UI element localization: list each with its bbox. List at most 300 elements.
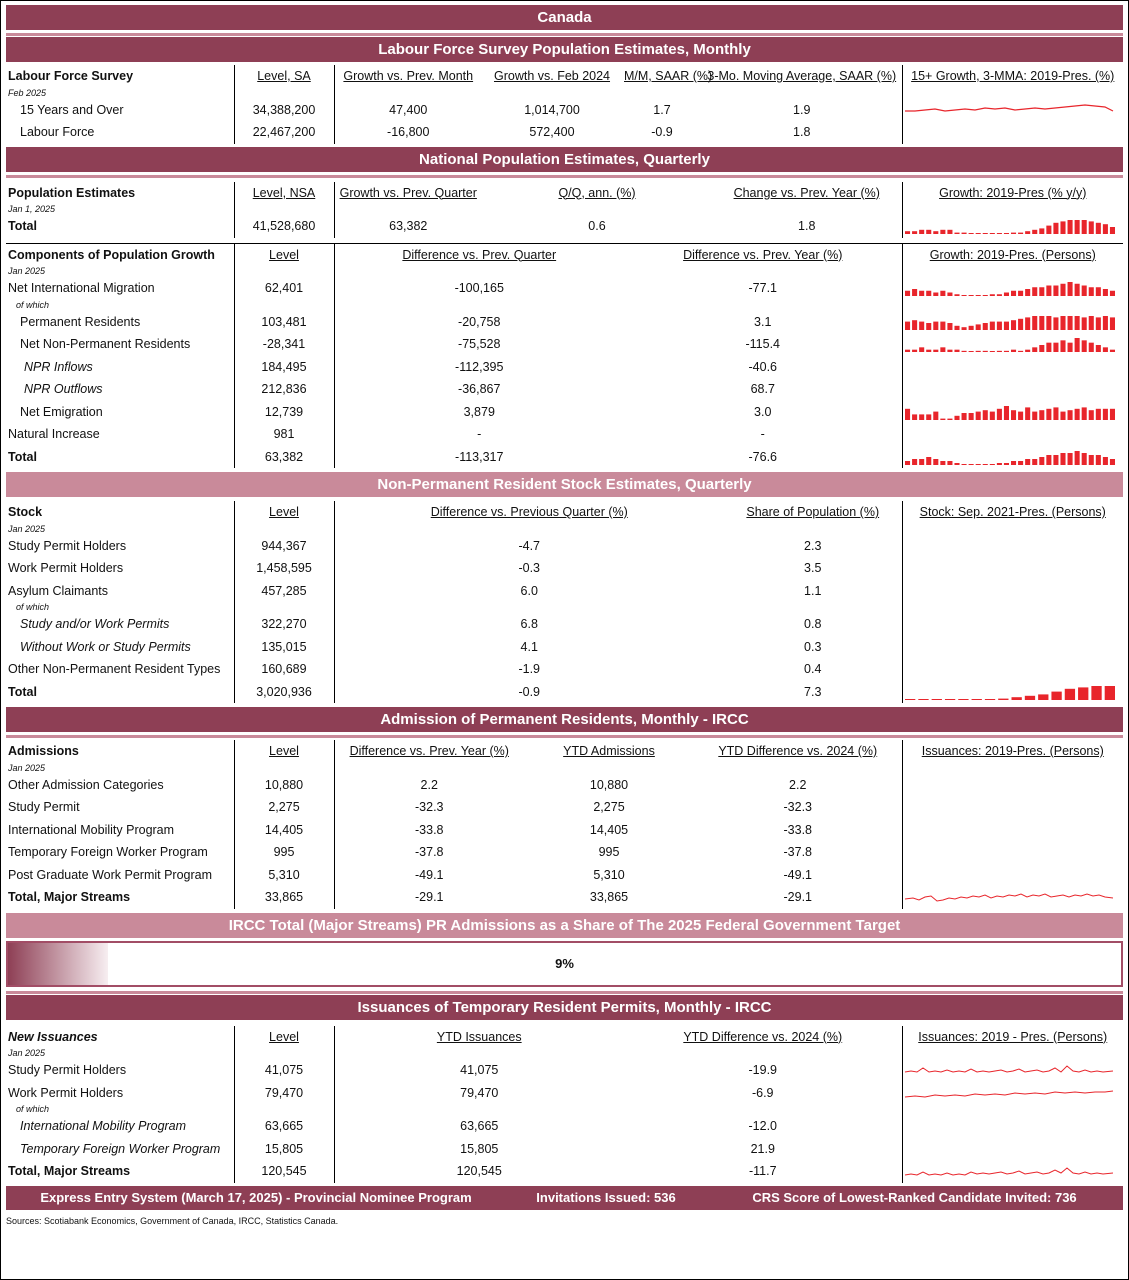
trp-total-sparkline-line — [905, 1168, 1113, 1175]
comp-level: 212,836 — [234, 378, 334, 401]
pr-level: 5,310 — [234, 864, 334, 887]
spark-bar — [944, 699, 954, 700]
table-row — [6, 658, 1123, 681]
spark-bar — [918, 699, 928, 700]
npr-label: Study and/or Work Permits — [6, 613, 234, 636]
npe-header-growth: Growth vs. Prev. Quarter — [339, 185, 477, 200]
npe-total-qq: 0.6 — [588, 219, 606, 233]
table-row — [6, 819, 1123, 842]
npe-section — [6, 147, 1123, 469]
trp-label: Work Permit Holders — [6, 1082, 234, 1105]
spark-bar — [1109, 317, 1114, 330]
spark-bar — [1039, 229, 1044, 235]
comp-level: 12,739 — [234, 401, 334, 424]
spark-bar — [1095, 409, 1100, 420]
lfs-header-chart: 15+ Growth, 3-MMA: 2019-Pres. (%) — [911, 69, 1115, 83]
comp-diff-q: -100,165 — [454, 281, 504, 295]
page-title: Canada — [6, 5, 1123, 30]
spark-bar — [1088, 455, 1093, 465]
npr-share: 0.3 — [724, 636, 902, 659]
trp-work-sparkline-line — [905, 1091, 1113, 1097]
pr-ytd: 2,275 — [593, 800, 625, 814]
spark-bar — [1088, 410, 1093, 420]
spark-bar — [1074, 338, 1079, 352]
trp-title: Issuances of Temporary Resident Permits, Monthly - IRCC — [6, 995, 1123, 1020]
table-row — [6, 535, 1123, 558]
spark-bar — [947, 323, 952, 330]
spark-bar — [1046, 409, 1051, 420]
nnpr-sparkbars — [905, 336, 1115, 352]
spark-bar — [1053, 407, 1058, 420]
spark-bar — [989, 351, 994, 352]
npr-title: Non-Permanent Resident Stock Estimates, Quarterly — [6, 472, 1123, 497]
spark-bar — [1081, 220, 1086, 234]
npr-stock-sparkbars — [905, 684, 1115, 700]
trp-level: 120,545 — [234, 1160, 334, 1183]
pr-level: 33,865 — [234, 886, 334, 909]
spark-bar — [1025, 459, 1030, 465]
trp-study-sparkline — [905, 1062, 1115, 1078]
table-row — [6, 401, 1123, 424]
table-row — [6, 277, 1123, 300]
spark-bar — [1003, 293, 1008, 297]
spark-bar — [1046, 455, 1051, 465]
pr-label: Temporary Foreign Worker Program — [6, 841, 234, 864]
spark-bar — [1053, 317, 1058, 330]
pr-sparkbars — [905, 314, 1115, 330]
spark-bar — [905, 409, 910, 420]
components-table — [6, 244, 1123, 469]
comp-label: Net International Migration — [6, 277, 234, 300]
pr-ytd-diff: -29.1 — [694, 886, 902, 909]
spark-bar — [1074, 220, 1079, 234]
spark-bar — [961, 351, 966, 352]
sources-note: Sources: Scotiabank Economics, Government of Canada, IRCC, Statistics Canada. — [6, 1215, 339, 1226]
spark-bar — [1102, 409, 1107, 420]
pr-ytd-diff: -49.1 — [694, 864, 902, 887]
spark-bar — [1074, 451, 1079, 465]
pr-diff: 2.2 — [420, 777, 438, 792]
lfs-row-mma: 1.8 — [702, 121, 902, 144]
spark-bar — [975, 351, 980, 352]
spark-bar — [1109, 459, 1114, 465]
spark-bar — [998, 698, 1008, 699]
spark-bar — [933, 411, 938, 419]
lfs-section — [6, 33, 1123, 144]
spark-bar — [926, 291, 931, 296]
pr-header-diff: Difference vs. Prev. Year (%) — [349, 744, 509, 758]
npr-diff: -1.9 — [518, 662, 541, 676]
spark-bar — [968, 413, 973, 420]
table-row — [6, 796, 1123, 819]
trp-label: International Mobility Program — [6, 1115, 234, 1138]
trp-label: Study Permit Holders — [6, 1059, 234, 1082]
lfs-sparkline-line — [905, 105, 1113, 111]
spark-bar — [919, 459, 924, 465]
spark-bar — [982, 464, 987, 465]
npr-level: 1,458,595 — [234, 557, 334, 580]
npr-diff: -4.7 — [518, 538, 541, 553]
trp-header-label: New Issuances — [6, 1026, 234, 1049]
spark-bar — [1102, 289, 1107, 296]
spark-bar — [989, 464, 994, 465]
npe-table — [6, 182, 1123, 238]
spark-bar — [1032, 230, 1037, 234]
npe-total-level: 41,528,680 — [234, 215, 334, 238]
target-progress-value: 9% — [555, 955, 574, 971]
pr-level: 10,880 — [234, 774, 334, 797]
lfs-header-growth-month: Growth vs. Prev. Month — [343, 69, 474, 83]
pr-ytd: 10,880 — [589, 777, 629, 792]
table-row — [6, 774, 1123, 797]
npe-total-sparkbars — [905, 218, 1115, 234]
nim-sparkbars — [905, 280, 1115, 296]
spark-bar — [933, 321, 938, 329]
spark-bar — [1060, 411, 1065, 419]
table-row — [6, 311, 1123, 334]
trp-label: Temporary Foreign Worker Program — [6, 1138, 234, 1161]
npr-share: 0.8 — [724, 613, 902, 636]
spark-bar — [989, 295, 994, 297]
comp-header-chart: Growth: 2019-Pres. (Persons) — [929, 247, 1096, 262]
trp-study-sparkline-line — [905, 1066, 1113, 1072]
npr-share: 7.3 — [724, 681, 902, 704]
npr-share: 1.1 — [724, 580, 902, 603]
comp-diff-q: -36,867 — [458, 382, 501, 396]
pr-ytd: 14,405 — [589, 822, 629, 837]
spark-bar — [961, 295, 966, 296]
spark-bar — [905, 350, 910, 352]
spark-bar — [1053, 286, 1058, 297]
spark-bar — [926, 230, 931, 234]
table-row — [6, 886, 1123, 909]
spark-bar — [954, 416, 959, 420]
spark-bar — [1011, 291, 1016, 296]
spark-bar — [954, 295, 959, 297]
target-progress-bar — [6, 941, 1123, 987]
spark-bar — [1032, 316, 1037, 330]
table-row — [6, 423, 1123, 446]
pr-diff: -32.3 — [415, 800, 444, 814]
spark-bar — [926, 323, 931, 330]
pr-ytd-diff: 2.2 — [694, 774, 902, 797]
lfs-row-mm: -0.9 — [651, 125, 673, 139]
spark-bar — [919, 291, 924, 296]
spark-bar — [1018, 351, 1023, 352]
comp-diff-q: - — [477, 427, 482, 441]
spark-bar — [1025, 231, 1030, 234]
npr-level: 322,270 — [234, 613, 334, 636]
lfs-header-mm: M/M, SAAR (%) — [624, 69, 713, 83]
comp-diff-q: -75,528 — [458, 337, 501, 351]
table-row — [6, 446, 1123, 469]
npr-header-chart: Stock: Sep. 2021-Pres. (Persons) — [919, 505, 1106, 519]
comp-level: 184,495 — [234, 356, 334, 379]
comp-diff-y: -76.6 — [624, 446, 902, 469]
pr-section — [6, 707, 1123, 909]
spark-bar — [1051, 691, 1061, 699]
comp-level: -28,341 — [234, 333, 334, 356]
spark-bar — [1038, 694, 1048, 700]
spark-bar — [982, 233, 987, 234]
spark-bar — [1039, 345, 1044, 352]
npr-level: 160,689 — [234, 658, 334, 681]
table-row — [6, 1115, 1123, 1138]
spark-bar — [1011, 410, 1016, 420]
npr-diff: 6.8 — [520, 617, 538, 631]
trp-header-chart: Issuances: 2019 - Pres. (Persons) — [918, 1029, 1108, 1044]
spark-bar — [1039, 316, 1044, 330]
lfs-table — [6, 65, 1123, 144]
pr-issuances-sparkline — [905, 889, 1115, 905]
spark-bar — [1067, 220, 1072, 234]
pr-level: 14,405 — [234, 819, 334, 842]
spark-bar — [1025, 289, 1030, 296]
trp-ytd-diff: -12.0 — [624, 1115, 902, 1138]
spark-bar — [1032, 288, 1037, 297]
comp-diff-q: -20,758 — [458, 314, 501, 329]
spark-bar — [905, 231, 910, 234]
npr-level: 3,020,936 — [234, 681, 334, 704]
spark-bar — [1032, 459, 1037, 465]
comp-header-diff-y: Difference vs. Prev. Year (%) — [624, 244, 902, 267]
spark-bar — [940, 348, 945, 353]
pr-diff: -33.8 — [415, 822, 444, 837]
spark-bar — [1104, 686, 1114, 700]
comp-diff-q: -113,317 — [455, 449, 504, 464]
table-row — [6, 864, 1123, 887]
lfs-row-growth-month: -16,800 — [387, 125, 430, 139]
spark-bar — [1053, 223, 1058, 234]
lfs-title: Labour Force Survey Population Estimates, Monthly — [6, 37, 1123, 62]
spark-bar — [1018, 233, 1023, 234]
spark-bar — [996, 409, 1001, 420]
comp-label: Natural Increase — [6, 423, 234, 446]
spark-bar — [1074, 316, 1079, 330]
trp-table — [6, 1026, 1123, 1183]
table-row — [6, 681, 1123, 704]
pr-header-label: Admissions — [6, 740, 234, 763]
spark-bar — [926, 414, 931, 420]
spark-bar — [1067, 453, 1072, 465]
spark-bar — [996, 295, 1001, 297]
comp-level: 63,382 — [234, 446, 334, 469]
npr-diff: -0.9 — [518, 684, 541, 699]
spark-bar — [933, 459, 938, 465]
spark-bar — [968, 233, 973, 234]
spark-bar — [1060, 316, 1065, 330]
spark-bar — [1081, 317, 1086, 330]
spark-bar — [1003, 406, 1008, 420]
spark-bar — [989, 411, 994, 419]
spark-bar — [931, 699, 941, 700]
spark-bar — [1088, 343, 1093, 352]
spark-bar — [996, 321, 1001, 329]
trp-ytd-diff: 21.9 — [624, 1138, 902, 1161]
pr-ytd: 5,310 — [593, 867, 625, 882]
spark-bar — [905, 461, 910, 465]
pr-label: Study Permit — [6, 796, 234, 819]
spark-bar — [940, 321, 945, 329]
npr-diff: 4.1 — [520, 639, 538, 654]
npr-label: Study Permit Holders — [6, 535, 234, 558]
spark-bar — [912, 320, 917, 330]
spark-bar — [1024, 696, 1034, 700]
spark-bar — [1102, 224, 1107, 234]
lfs-row-growth-year: 572,400 — [529, 125, 575, 139]
spark-bar — [1067, 343, 1072, 352]
spark-bar — [961, 327, 966, 330]
spark-bar — [1053, 455, 1058, 465]
comp-level: 62,401 — [234, 277, 334, 300]
express-entry-bar — [6, 1186, 1123, 1210]
spark-bar — [919, 414, 924, 420]
trp-header-ytd: YTD Issuances — [436, 1029, 522, 1044]
spark-bar — [982, 295, 987, 296]
npr-level: 944,367 — [234, 535, 334, 558]
spark-bar — [947, 350, 952, 352]
spark-bar — [989, 321, 994, 329]
spark-bar — [933, 350, 938, 352]
npr-header-share: Share of Population (%) — [724, 501, 902, 524]
pr-diff: -29.1 — [415, 890, 444, 904]
spark-bar — [968, 295, 973, 296]
trp-ytd: 120,545 — [456, 1164, 502, 1178]
pr-diff: -37.8 — [415, 845, 444, 859]
pr-ytd-diff: -37.8 — [694, 841, 902, 864]
comp-label: NPR Inflows — [6, 356, 234, 379]
table-row — [6, 1160, 1123, 1183]
lfs-header-label: Labour Force Survey — [6, 65, 234, 88]
invitations-issued: Invitations Issued: 536 — [536, 1189, 676, 1205]
trp-ytd-diff: -6.9 — [624, 1082, 902, 1105]
spark-bar — [940, 418, 945, 419]
npr-share: 0.4 — [724, 658, 902, 681]
spark-bar — [1081, 453, 1086, 465]
spark-bar — [1018, 461, 1023, 465]
spark-bar — [1060, 453, 1065, 465]
spark-bar — [1102, 457, 1107, 465]
spark-bar — [1060, 222, 1065, 235]
spark-bar — [905, 321, 910, 329]
npr-table — [6, 501, 1123, 703]
pr-label: Other Admission Categories — [6, 774, 234, 797]
pr-header-chart: Issuances: 2019-Pres. (Persons) — [921, 744, 1104, 758]
spark-bar — [1018, 291, 1023, 296]
table-row — [6, 636, 1123, 659]
pr-header-ytd: YTD Admissions — [563, 744, 655, 758]
spark-bar — [947, 293, 952, 297]
pr-ytd-diff: -32.3 — [694, 796, 902, 819]
npr-header-label: Stock — [6, 501, 234, 524]
npr-share: 2.3 — [724, 535, 902, 558]
spark-bar — [1088, 316, 1093, 330]
spark-bar — [1088, 222, 1093, 235]
spark-bar — [954, 233, 959, 234]
pr-date: Jan 2025 — [6, 763, 234, 774]
spark-bar — [1074, 284, 1079, 296]
spark-bar — [1025, 350, 1030, 352]
spark-bar — [961, 464, 966, 465]
pr-label: Post Graduate Work Permit Program — [6, 864, 234, 887]
spark-bar — [1011, 350, 1016, 352]
trp-section — [6, 991, 1123, 1183]
spark-bar — [975, 295, 980, 296]
spark-bar — [968, 351, 973, 352]
table-row — [6, 613, 1123, 636]
spark-bar — [1003, 463, 1008, 465]
comp-diff-y: -77.1 — [624, 277, 902, 300]
spark-bar — [1109, 291, 1114, 296]
spark-bar — [1011, 697, 1021, 700]
spark-bar — [971, 699, 981, 700]
spark-bar — [1011, 320, 1016, 330]
comp-date: Jan 2025 — [6, 266, 234, 277]
spark-bar — [1095, 455, 1100, 465]
spark-bar — [954, 463, 959, 465]
spark-bar — [1025, 317, 1030, 330]
spark-bar — [1088, 288, 1093, 297]
comp-level: 103,481 — [234, 311, 334, 334]
trp-header-ytd-diff: YTD Difference vs. 2024 (%) — [624, 1026, 902, 1049]
npe-total-label: Total — [6, 215, 234, 238]
spark-bar — [982, 351, 987, 352]
spark-bar — [975, 411, 980, 419]
npr-label: Without Work or Study Permits — [6, 636, 234, 659]
comp-label: Net Emigration — [6, 401, 234, 424]
spark-bar — [961, 413, 966, 420]
trp-ytd: 15,805 — [460, 1141, 499, 1156]
spark-bar — [1046, 286, 1051, 297]
spark-bar — [968, 464, 973, 465]
trp-level: 15,805 — [234, 1138, 334, 1161]
comp-diff-y: 68.7 — [624, 378, 902, 401]
pr-diff: -49.1 — [415, 867, 444, 882]
comp-header-label: Components of Population Growth — [6, 244, 234, 267]
npe-header-level: Level, NSA — [234, 182, 334, 205]
spark-bar — [1091, 686, 1101, 700]
comp-of-which: of which — [6, 300, 234, 311]
trp-level: 41,075 — [234, 1059, 334, 1082]
trp-header-level: Level — [234, 1026, 334, 1049]
spark-bar — [984, 699, 994, 700]
lfs-header-growth-year: Growth vs. Feb 2024 — [493, 69, 611, 83]
spark-bar — [954, 350, 959, 352]
target-section — [6, 913, 1123, 987]
npe-header-chart: Growth: 2019-Pres (% y/y) — [939, 185, 1087, 200]
spark-bar — [1095, 223, 1100, 234]
spark-bar — [1018, 411, 1023, 419]
crs-score: CRS Score of Lowest-Ranked Candidate Invited: 736 — [752, 1189, 1077, 1205]
npe-header-label: Population Estimates — [6, 182, 234, 205]
spark-bar — [1046, 343, 1051, 352]
spark-bar — [1032, 411, 1037, 419]
npr-diff: -0.3 — [518, 561, 541, 575]
spark-bar — [1046, 316, 1051, 330]
table-row — [6, 356, 1123, 379]
trp-level: 63,665 — [234, 1115, 334, 1138]
spark-bar — [1053, 343, 1058, 352]
table-row — [6, 557, 1123, 580]
spark-bar — [1102, 348, 1107, 353]
npr-share: 3.5 — [724, 557, 902, 580]
spark-bar — [968, 326, 973, 330]
spark-bar — [912, 231, 917, 234]
table-row — [6, 1059, 1123, 1082]
spark-bar — [947, 230, 952, 234]
spark-bar — [926, 350, 931, 352]
trp-ytd: 79,470 — [460, 1085, 499, 1100]
